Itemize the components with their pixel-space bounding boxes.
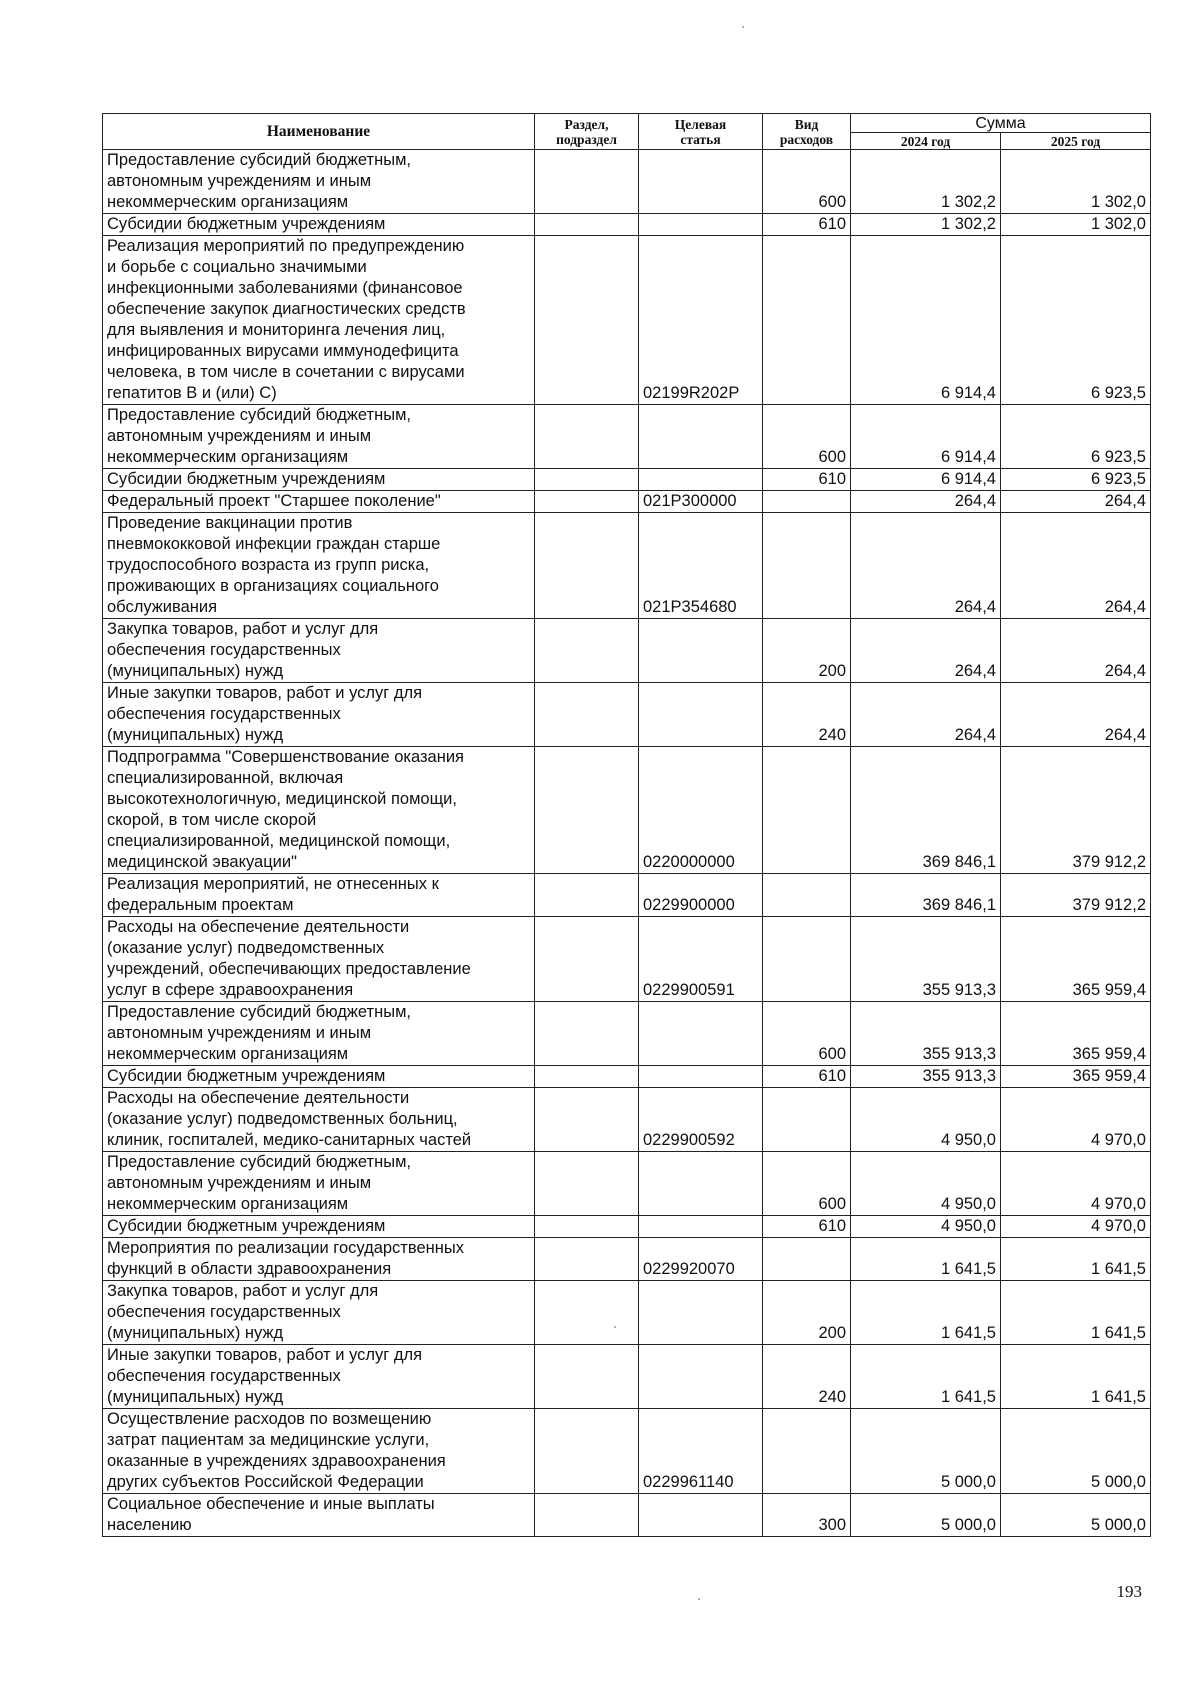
cell-kind (763, 747, 851, 874)
cell-2025: 5 000,0 (1001, 1409, 1151, 1494)
cell-section (535, 917, 639, 1002)
cell-kind: 610 (763, 1066, 851, 1088)
cell-name: Расходы на обеспечение деятельности (оказание услуг) подведомственных учреждений, обеспечивающих предоставление услуг в сфере здравоохранения (103, 917, 535, 1002)
cell-2024: 4 950,0 (851, 1088, 1001, 1152)
column-header-sum: Сумма (851, 114, 1151, 133)
cell-section (535, 469, 639, 491)
cell-target (639, 619, 763, 683)
cell-kind: 240 (763, 683, 851, 747)
budget-table (102, 113, 1151, 1537)
cell-section (535, 1409, 639, 1494)
table-row (103, 1494, 1151, 1537)
cell-target (639, 1152, 763, 1216)
cell-name: Подпрограмма "Совершенствование оказания специализированной, включая высокотехнологичную, медицинской помощи, скорой, в том числе скорой специализированной, медицинской помощи, медицинской эвакуации" (103, 747, 535, 874)
cell-name: Социальное обеспечение и иные выплаты населению (103, 1494, 535, 1537)
cell-2025: 6 923,5 (1001, 405, 1151, 469)
cell-name: Предоставление субсидий бюджетным, автономным учреждениям и иным некоммерческим организациям (103, 405, 535, 469)
table-row (103, 405, 1151, 469)
table-row (103, 1152, 1151, 1216)
cell-2024: 1 641,5 (851, 1281, 1001, 1345)
cell-2025: 1 641,5 (1001, 1281, 1151, 1345)
cell-kind: 300 (763, 1494, 851, 1537)
page-number: 193 (1116, 1582, 1142, 1601)
cell-name: Субсидии бюджетным учреждениям (103, 1216, 535, 1238)
cell-kind (763, 1409, 851, 1494)
cell-kind: 240 (763, 1345, 851, 1409)
cell-section (535, 1494, 639, 1537)
table-row (103, 1409, 1151, 1494)
cell-target: 0229920070 (639, 1238, 763, 1281)
cell-kind: 600 (763, 405, 851, 469)
cell-name: Предоставление субсидий бюджетным, автономным учреждениям и иным некоммерческим организациям (103, 1152, 535, 1216)
scan-speck (614, 1326, 616, 1328)
cell-2025: 6 923,5 (1001, 469, 1151, 491)
cell-target: 0229900591 (639, 917, 763, 1002)
table-row (103, 619, 1151, 683)
table-row (103, 1238, 1151, 1281)
cell-kind: 610 (763, 1216, 851, 1238)
cell-2024: 264,4 (851, 683, 1001, 747)
scan-speck (742, 26, 744, 28)
cell-2025: 5 000,0 (1001, 1494, 1151, 1537)
cell-2024: 6 914,4 (851, 236, 1001, 405)
cell-2025: 379 912,2 (1001, 747, 1151, 874)
cell-2024: 369 846,1 (851, 874, 1001, 917)
cell-2025: 365 959,4 (1001, 1066, 1151, 1088)
cell-target (639, 214, 763, 236)
cell-2025: 264,4 (1001, 513, 1151, 619)
cell-2024: 355 913,3 (851, 1002, 1001, 1066)
cell-target (639, 1281, 763, 1345)
cell-2025: 264,4 (1001, 683, 1151, 747)
cell-2025: 1 641,5 (1001, 1345, 1151, 1409)
cell-2025: 1 641,5 (1001, 1238, 1151, 1281)
cell-name: Закупка товаров, работ и услуг для обеспечения государственных (муниципальных) нужд (103, 1281, 535, 1345)
cell-kind (763, 236, 851, 405)
cell-name: Иные закупки товаров, работ и услуг для обеспечения государственных (муниципальных) нужд (103, 683, 535, 747)
cell-section (535, 1238, 639, 1281)
cell-2024: 6 914,4 (851, 405, 1001, 469)
cell-name: Закупка товаров, работ и услуг для обеспечения государственных (муниципальных) нужд (103, 619, 535, 683)
cell-section (535, 513, 639, 619)
table-row (103, 513, 1151, 619)
table-row (103, 1002, 1151, 1066)
cell-kind (763, 1088, 851, 1152)
cell-name: Предоставление субсидий бюджетным, автономным учреждениям и иным некоммерческим организациям (103, 1002, 535, 1066)
cell-section (535, 1002, 639, 1066)
table-row (103, 1088, 1151, 1152)
cell-kind (763, 1238, 851, 1281)
cell-2025: 365 959,4 (1001, 1002, 1151, 1066)
cell-name: Федеральный проект "Старшее поколение" (103, 491, 535, 513)
cell-section (535, 1345, 639, 1409)
cell-2025: 379 912,2 (1001, 874, 1151, 917)
cell-2025: 264,4 (1001, 619, 1151, 683)
column-header-2024: 2024 год (851, 133, 1001, 150)
cell-2025: 1 302,0 (1001, 214, 1151, 236)
cell-target (639, 1345, 763, 1409)
table-row (103, 491, 1151, 513)
cell-kind (763, 917, 851, 1002)
table-row (103, 683, 1151, 747)
cell-section (535, 150, 639, 214)
cell-name: Осуществление расходов по возмещению затрат пациентам за медицинские услуги, оказанные в учреждениях здравоохранения других субъектов Российской Федерации (103, 1409, 535, 1494)
cell-2024: 5 000,0 (851, 1409, 1001, 1494)
cell-name: Субсидии бюджетным учреждениям (103, 1066, 535, 1088)
cell-target: 0220000000 (639, 747, 763, 874)
cell-kind: 610 (763, 469, 851, 491)
cell-2024: 1 641,5 (851, 1345, 1001, 1409)
cell-section (535, 1088, 639, 1152)
cell-name: Субсидии бюджетным учреждениям (103, 214, 535, 236)
cell-section (535, 1152, 639, 1216)
cell-2025: 1 302,0 (1001, 150, 1151, 214)
cell-target (639, 683, 763, 747)
cell-kind (763, 491, 851, 513)
cell-2025: 264,4 (1001, 491, 1151, 513)
column-header-kind: Вид расходов (763, 114, 851, 150)
cell-2025: 4 970,0 (1001, 1216, 1151, 1238)
cell-section (535, 874, 639, 917)
table-row (103, 747, 1151, 874)
table-row (103, 214, 1151, 236)
cell-2024: 264,4 (851, 491, 1001, 513)
cell-2025: 4 970,0 (1001, 1088, 1151, 1152)
cell-section (535, 747, 639, 874)
table-row (103, 469, 1151, 491)
cell-target: 021P354680 (639, 513, 763, 619)
cell-kind: 200 (763, 1281, 851, 1345)
cell-target (639, 1066, 763, 1088)
table-row (103, 236, 1151, 405)
cell-target (639, 1002, 763, 1066)
cell-2024: 1 302,2 (851, 150, 1001, 214)
cell-2024: 1 302,2 (851, 214, 1001, 236)
cell-section (535, 491, 639, 513)
cell-2024: 5 000,0 (851, 1494, 1001, 1537)
cell-target (639, 469, 763, 491)
cell-target: 02199R202P (639, 236, 763, 405)
table-row (103, 1066, 1151, 1088)
table-row (103, 1216, 1151, 1238)
cell-target (639, 1494, 763, 1537)
cell-2025: 365 959,4 (1001, 917, 1151, 1002)
table-row (103, 1345, 1151, 1409)
cell-kind: 200 (763, 619, 851, 683)
cell-name: Иные закупки товаров, работ и услуг для обеспечения государственных (муниципальных) нужд (103, 1345, 535, 1409)
cell-name: Расходы на обеспечение деятельности (оказание услуг) подведомственных больниц, клиник, госпиталей, медико-санитарных частей (103, 1088, 535, 1152)
cell-target: 0229900592 (639, 1088, 763, 1152)
cell-section (535, 619, 639, 683)
cell-name: Проведение вакцинации против пневмококковой инфекции граждан старше трудоспособного возраста из групп риска, проживающих в организациях социального обслуживания (103, 513, 535, 619)
cell-2024: 264,4 (851, 513, 1001, 619)
cell-2024: 6 914,4 (851, 469, 1001, 491)
cell-section (535, 236, 639, 405)
cell-name: Мероприятия по реализации государственных функций в области здравоохранения (103, 1238, 535, 1281)
table-body (103, 150, 1151, 1537)
cell-2024: 4 950,0 (851, 1152, 1001, 1216)
cell-name: Реализация мероприятий, не отнесенных к федеральным проектам (103, 874, 535, 917)
cell-section (535, 405, 639, 469)
cell-name: Реализация мероприятий по предупреждению и борьбе с социально значимыми инфекционными заболеваниями (финансовое обеспечение закупок диагностических средств для выявления и мониторинга лечения лиц, инфицированных вирусами иммунодефицита человека, в том числе в сочетании с вирусами гепатитов В и (или) С) (103, 236, 535, 405)
cell-name: Субсидии бюджетным учреждениям (103, 469, 535, 491)
cell-2024: 264,4 (851, 619, 1001, 683)
cell-kind: 600 (763, 1152, 851, 1216)
cell-section (535, 1216, 639, 1238)
cell-kind: 610 (763, 214, 851, 236)
cell-2024: 369 846,1 (851, 747, 1001, 874)
cell-kind: 600 (763, 150, 851, 214)
cell-section (535, 1066, 639, 1088)
column-header-2025: 2025 год (1001, 133, 1151, 150)
column-header-target: Целевая статья (639, 114, 763, 150)
cell-target: 0229900000 (639, 874, 763, 917)
cell-section (535, 1281, 639, 1345)
cell-target: 021P300000 (639, 491, 763, 513)
column-header-name: Наименование (103, 114, 535, 150)
cell-section (535, 683, 639, 747)
cell-2024: 4 950,0 (851, 1216, 1001, 1238)
cell-2025: 6 923,5 (1001, 236, 1151, 405)
cell-kind (763, 874, 851, 917)
cell-2025: 4 970,0 (1001, 1152, 1151, 1216)
cell-target (639, 405, 763, 469)
table-row (103, 917, 1151, 1002)
cell-target: 0229961140 (639, 1409, 763, 1494)
table-row (103, 1281, 1151, 1345)
table-row (103, 150, 1151, 214)
cell-kind (763, 513, 851, 619)
cell-target (639, 1216, 763, 1238)
cell-name: Предоставление субсидий бюджетным, автономным учреждениям и иным некоммерческим организациям (103, 150, 535, 214)
cell-section (535, 214, 639, 236)
cell-2024: 355 913,3 (851, 1066, 1001, 1088)
cell-target (639, 150, 763, 214)
cell-kind: 600 (763, 1002, 851, 1066)
column-header-section: Раздел, подраздел (535, 114, 639, 150)
table-row (103, 874, 1151, 917)
scan-speck (698, 1598, 700, 1600)
table-header (103, 114, 1151, 150)
cell-2024: 355 913,3 (851, 917, 1001, 1002)
cell-2024: 1 641,5 (851, 1238, 1001, 1281)
